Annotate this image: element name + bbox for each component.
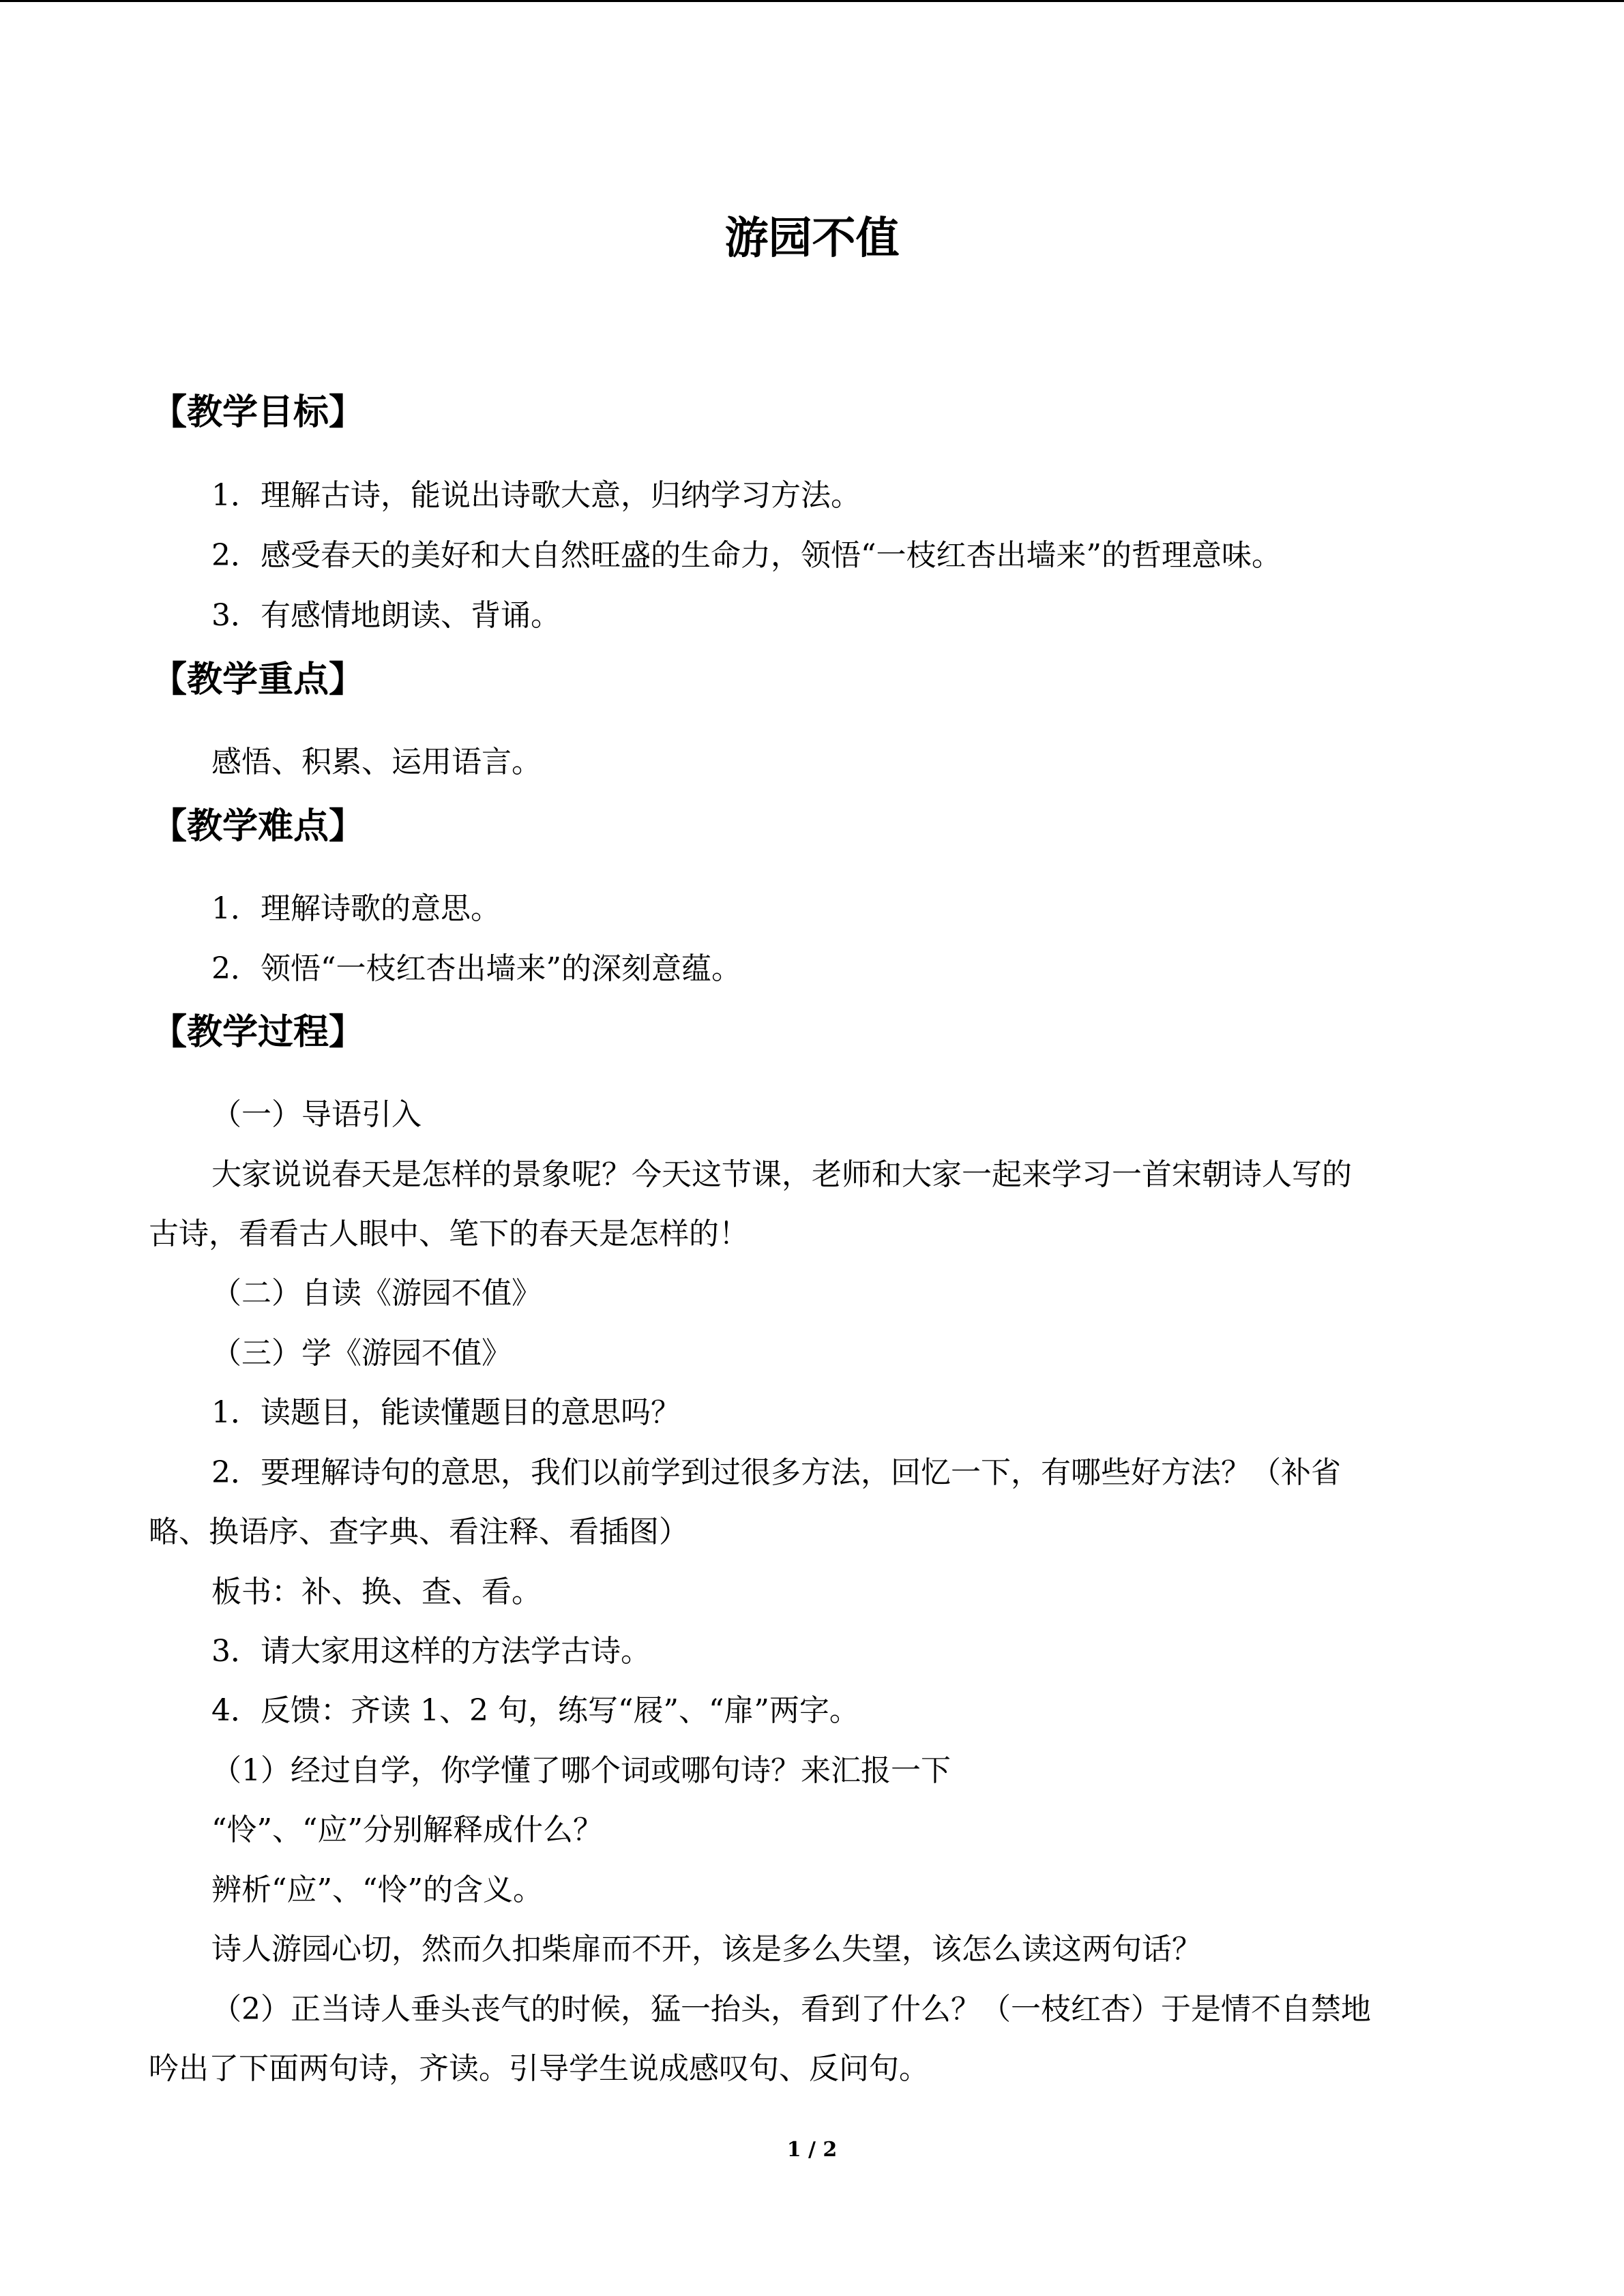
process-line: 3．请大家用这样的方法学古诗。 [211, 1634, 651, 1669]
document-title: 游园不值 [724, 213, 900, 264]
process-line: （2）正当诗人垂头丧气的时候，猛一抬头，看到了什么？（一枝红杏）于是情不自禁地 [211, 1992, 1371, 2027]
page-number: 1 / 2 [786, 2138, 838, 2162]
objective-item: 2．感受春天的美好和大自然旺盛的生命力，领悟“一枝红杏出墙来”的哲理意味。 [211, 538, 1282, 573]
process-line: （二）自读《游园不值》 [211, 1276, 542, 1311]
process-line: 古诗，看看古人眼中、笔下的春天是怎样的！ [149, 1217, 749, 1251]
process-line: 2．要理解诗句的意思，我们以前学到过很多方法，回忆一下，有哪些好方法？（补省 [211, 1455, 1341, 1490]
difficulty-item: 1．理解诗歌的意思。 [211, 891, 501, 926]
process-line: 4．反馈：齐读 1、2 句，练写“屐”、“扉”两字。 [211, 1693, 859, 1728]
section-heading-objectives: 【教学目标】 [151, 392, 365, 433]
process-line: 诗人游园心切，然而久扣柴扉而不开，该是多么失望，该怎么读这两句话？ [211, 1932, 1202, 1967]
section-heading-process: 【教学过程】 [151, 1012, 365, 1053]
process-line: （三）学《游园不值》 [211, 1336, 512, 1371]
process-line: 1．读题目，能读懂题目的意思吗？ [211, 1395, 681, 1430]
section-heading-difficulties: 【教学难点】 [151, 806, 365, 847]
section-heading-key-points: 【教学重点】 [151, 659, 365, 700]
key-point-item: 感悟、积累、运用语言。 [211, 745, 542, 779]
process-line: 吟出了下面两句诗，齐读。引导学生说成感叹句、反问句。 [149, 2051, 929, 2086]
difficulty-item: 2．领悟“一枝红杏出墙来”的深刻意蕴。 [211, 951, 741, 986]
process-line: 板书：补、换、查、看。 [211, 1575, 542, 1609]
process-line: 略、换语序、查字典、看注释、看插图） [149, 1515, 689, 1549]
process-line: 辨析“应”、“怜”的含义。 [211, 1873, 543, 1907]
process-line: “怜”、“应”分别解释成什么？ [211, 1813, 603, 1847]
process-line: 大家说说春天是怎样的景象呢？今天这节课，老师和大家一起来学习一首宋朝诗人写的 [211, 1157, 1352, 1192]
process-line: （一）导语引入 [211, 1097, 422, 1132]
objective-item: 1．理解古诗，能说出诗歌大意，归纳学习方法。 [211, 478, 861, 513]
objective-item: 3．有感情地朗读、背诵。 [211, 598, 561, 633]
process-line: （1）经过自学，你学懂了哪个词或哪句诗？来汇报一下 [211, 1753, 951, 1788]
